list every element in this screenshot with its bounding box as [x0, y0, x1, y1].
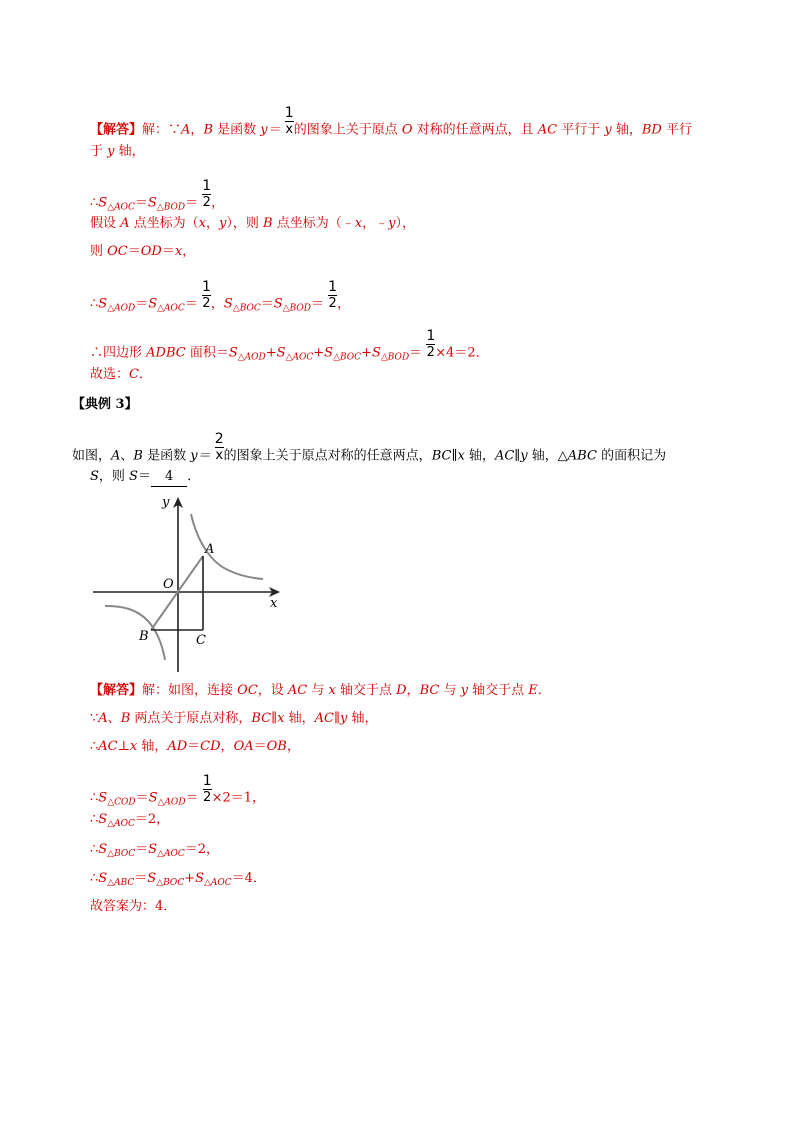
answer-tag: 【解答】 [90, 683, 143, 698]
label-B: B [139, 629, 149, 644]
solution-2-line-4: $\therefore S_{\triangle COD}=S_{\triangle AOD}=$ $\frac{1}{2}$ ×2＝1， [90, 773, 266, 808]
example-heading: 【典例 3】 [72, 397, 138, 412]
solution-2-line-3: ∴AC⊥x 轴，AD＝CD，OA＝OB， [90, 739, 300, 754]
solution-2-line-1: 【解答】解：如图，连接 OC，设 AC 与 x 轴交于点 D，BC 与 y 轴交于点 E． [90, 683, 551, 698]
solution-2-line-7: $\therefore S_{\triangle ABC}=S_{\triangle BOC}+S_{\triangle AOC}=4$． [90, 871, 266, 888]
label-y: y [162, 495, 170, 510]
fraction-one-half: $\frac{1}{2}$ [328, 279, 338, 311]
solution-2-line-6: $\therefore S_{\triangle BOC}=S_{\triangle AOC}=2$， [90, 842, 220, 859]
solution-1-line-7: ∴四边形 ADBC 面积$=S_{\triangle AOD}+S_{\triangle AOC}+S_{\triangle BOC}+S_{\triangle BOD}=$ $\frac{1}{2}$ ×4＝2． [90, 328, 489, 363]
segment-AB [151, 556, 203, 630]
label-A: A [205, 542, 215, 557]
solution-1-line-8: 故选：C． [90, 367, 152, 382]
fraction-1-over-x: $\frac{1}{x}$ [284, 105, 294, 137]
fraction-one-half: $\frac{1}{2}$ [426, 328, 436, 360]
hyperbola-branch-negative [105, 606, 165, 660]
answer-tag: 【解答】 [90, 122, 143, 138]
fraction-one-half: $\frac{1}{2}$ [201, 279, 211, 311]
hyperbola-figure [85, 490, 295, 675]
question-line-1: 如图，A、B 是函数 y＝ $\frac{2}{x}$ 的图象上关于原点对称的任意两点，BC∥x 轴，AC∥y 轴，△ABC 的面积记为 [72, 431, 667, 464]
fraction-one-half: $\frac{1}{2}$ [202, 773, 212, 805]
fraction-2-over-x: $\frac{2}{x}$ [214, 431, 224, 463]
hyperbola-branch-positive [191, 514, 263, 579]
label-C: C [196, 633, 206, 648]
solution-1-line-3: $\therefore S_{\triangle AOC}=S_{\triangle BOD}=$ $\frac{1}{2}$ ， [90, 178, 225, 213]
solution-1-line-6: $\therefore S_{\triangle AOD}=S_{\triangle AOC}=$ $\frac{1}{2}$ ，$S_{\triangle BOC}=S_{\triangle BOD}=$ $\frac{1}{2}$ ， [90, 279, 351, 314]
solution-2-line-2: ∵A、B 两点关于原点对称，BC∥x 轴，AC∥y 轴， [90, 711, 378, 726]
solution-2-line-5: $\therefore S_{\triangle AOC}=2$， [90, 812, 170, 829]
answer-blank: 4 [151, 468, 187, 487]
solution-1-line-1: 【解答】解：∵A，B 是函数 y＝ $\frac{1}{x}$ 的图象上关于原点 O 对称的任意两点，且 AC 平行于 y 轴，BD 平行 [90, 105, 692, 138]
label-x: x [270, 596, 278, 611]
label-O: O [163, 577, 174, 592]
solution-2-line-8: 故答案为：4． [90, 899, 177, 914]
question-line-2: S，则 S＝ 4 ． [90, 468, 200, 487]
solution-1-line-4: 假设 A 点坐标为（x，y），则 B 点坐标为（﹣x，﹣y）， [90, 216, 415, 231]
solution-1-line-2: 于 y 轴， [90, 144, 145, 159]
solution-1-line-5: 则 OC＝OD＝x， [90, 244, 196, 259]
fraction-one-half: $\frac{1}{2}$ [202, 178, 212, 210]
